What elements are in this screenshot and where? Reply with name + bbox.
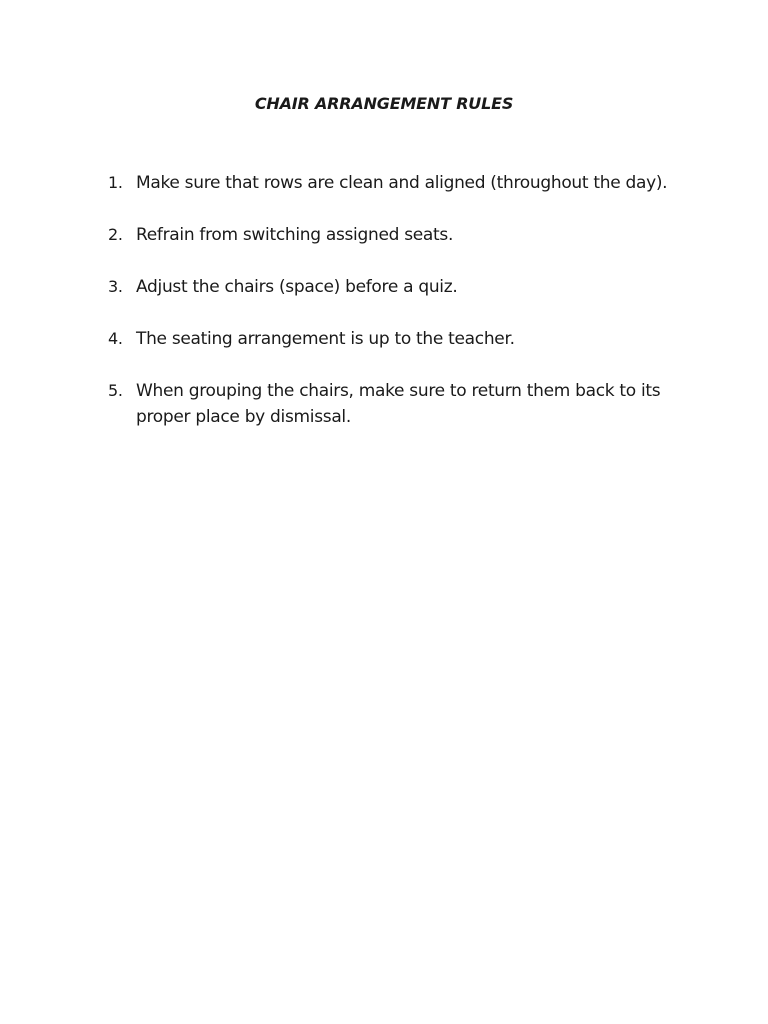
rule-text: Adjust the chairs (space) before a quiz. xyxy=(136,277,458,297)
rule-number: 2. xyxy=(108,225,123,244)
list-item xyxy=(108,326,668,352)
rules-list xyxy=(108,170,668,456)
rule-number: 5. xyxy=(108,381,123,400)
list-item xyxy=(108,274,668,300)
rule-text: When grouping the chairs, make sure to return them back to its proper place by dismissal. xyxy=(136,381,661,427)
rule-number: 1. xyxy=(108,173,123,192)
rule-text: The seating arrangement is up to the teacher. xyxy=(136,329,515,349)
page-title: CHAIR ARRANGEMENT RULES xyxy=(254,94,514,113)
list-item xyxy=(108,378,668,430)
rule-text: Refrain from switching assigned seats. xyxy=(136,225,454,245)
rule-number: 3. xyxy=(108,277,123,296)
list-item xyxy=(108,170,668,196)
rule-number: 4. xyxy=(108,329,123,348)
list-item xyxy=(108,222,668,248)
rule-text: Make sure that rows are clean and aligned (throughout the day). xyxy=(136,173,668,193)
